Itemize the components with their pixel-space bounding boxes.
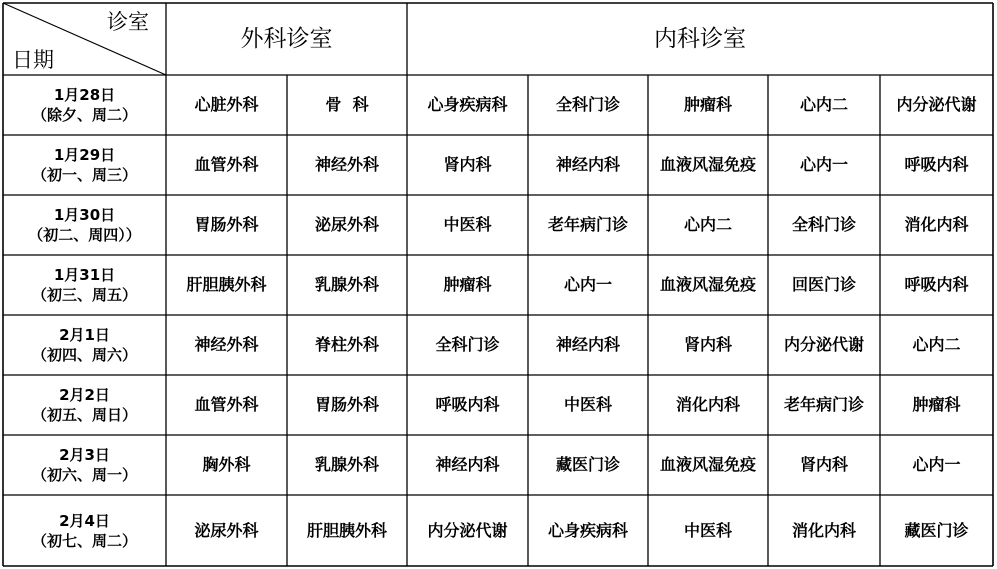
department-cell: 肿瘤科 xyxy=(683,95,732,114)
department-cell: 全科门诊 xyxy=(555,95,620,114)
department-cell: 藏医门诊 xyxy=(904,520,969,540)
department-cell: 呼吸内科 xyxy=(904,275,969,294)
department-cell: 胸外科 xyxy=(202,455,251,474)
corner-label-date: 日期 xyxy=(12,48,54,72)
department-cell: 内分泌代谢 xyxy=(783,335,864,354)
date-label: 1月31日 xyxy=(53,266,116,284)
department-cell: 消化内科 xyxy=(791,520,856,540)
department-cell: 老年病门诊 xyxy=(547,215,628,234)
department-cell: 神经内科 xyxy=(435,455,500,474)
department-cell: 心脏外科 xyxy=(194,95,259,114)
department-cell: 中医科 xyxy=(683,520,732,540)
date-cell xyxy=(3,435,166,495)
department-cell: 心内二 xyxy=(912,335,961,354)
date-label: 2月2日 xyxy=(59,386,110,404)
department-cell: 消化内科 xyxy=(675,395,740,414)
date-cell xyxy=(3,75,166,135)
department-cell: 肾内科 xyxy=(799,455,848,474)
department-cell: 回医门诊 xyxy=(791,275,856,294)
department-cell: 肾内科 xyxy=(683,335,732,354)
date-cell xyxy=(3,135,166,195)
department-cell: 心身疾病科 xyxy=(547,520,628,540)
department-cell: 藏医门诊 xyxy=(555,455,620,474)
department-cell: 血液风湿免疫 xyxy=(659,275,756,294)
department-cell: 乳腺外科 xyxy=(314,275,379,294)
department-cell: 全科门诊 xyxy=(435,335,500,354)
date-cell xyxy=(3,195,166,255)
weekday-label: （初四、周六） xyxy=(31,346,137,364)
department-cell: 肝胆胰外科 xyxy=(186,275,267,294)
date-cell xyxy=(3,375,166,435)
date-label: 1月30日 xyxy=(53,206,116,224)
department-cell: 心内二 xyxy=(683,215,732,234)
date-cell xyxy=(3,495,166,566)
weekday-label: （初六、周一） xyxy=(31,466,137,484)
department-cell: 中医科 xyxy=(443,215,492,234)
department-cell: 内分泌代谢 xyxy=(896,95,977,114)
weekday-label: （初三、周五） xyxy=(31,286,137,304)
department-cell: 心内一 xyxy=(912,455,961,474)
department-cell: 神经外科 xyxy=(314,155,379,174)
department-cell: 胃肠外科 xyxy=(314,395,379,414)
weekday-label: （初七、周二） xyxy=(31,531,137,550)
corner-label-clinic: 诊室 xyxy=(107,10,149,34)
department-cell: 中医科 xyxy=(563,395,612,414)
date-cell xyxy=(3,255,166,315)
department-cell: 血液风湿免疫 xyxy=(659,155,756,174)
department-cell: 心内一 xyxy=(799,155,848,174)
department-cell: 乳腺外科 xyxy=(314,455,379,474)
date-label: 1月28日 xyxy=(53,86,116,104)
department-cell: 肿瘤科 xyxy=(443,275,492,294)
department-cell: 心身疾病科 xyxy=(427,95,508,114)
weekday-label: （除夕、周二） xyxy=(31,106,137,124)
department-cell: 胃肠外科 xyxy=(194,215,259,234)
department-cell: 全科门诊 xyxy=(791,215,856,234)
weekday-label: （初五、周日） xyxy=(31,406,137,424)
department-cell: 神经外科 xyxy=(194,335,259,354)
weekday-label: （初一、周三） xyxy=(31,166,137,184)
department-cell: 血管外科 xyxy=(194,155,259,174)
department-cell: 泌尿外科 xyxy=(314,215,379,234)
department-cell: 肿瘤科 xyxy=(912,395,961,414)
department-cell: 骨 科 xyxy=(325,95,369,114)
header-internal-medicine: 内科诊室 xyxy=(654,26,746,52)
department-cell: 呼吸内科 xyxy=(435,395,500,414)
department-cell: 血液风湿免疫 xyxy=(659,455,756,474)
department-cell: 呼吸内科 xyxy=(904,155,969,174)
date-label: 2月3日 xyxy=(59,446,110,464)
date-label: 2月1日 xyxy=(59,326,110,344)
department-cell: 消化内科 xyxy=(904,215,969,234)
department-cell: 神经内科 xyxy=(555,155,620,174)
date-label: 1月29日 xyxy=(53,146,116,164)
department-cell: 老年病门诊 xyxy=(783,395,864,414)
department-cell: 肝胆胰外科 xyxy=(306,520,387,540)
weekday-label: （初二、周四）） xyxy=(28,226,141,244)
date-cell xyxy=(3,315,166,375)
department-cell: 内分泌代谢 xyxy=(427,520,508,540)
department-cell: 神经内科 xyxy=(555,335,620,354)
department-cell: 脊柱外科 xyxy=(314,335,379,354)
header-surgery: 外科诊室 xyxy=(240,26,333,52)
date-label: 2月4日 xyxy=(59,511,110,530)
department-cell: 血管外科 xyxy=(194,395,259,414)
department-cell: 泌尿外科 xyxy=(194,520,259,540)
department-cell: 心内二 xyxy=(799,95,848,114)
department-cell: 肾内科 xyxy=(443,155,492,174)
department-cell: 心内一 xyxy=(563,275,612,294)
